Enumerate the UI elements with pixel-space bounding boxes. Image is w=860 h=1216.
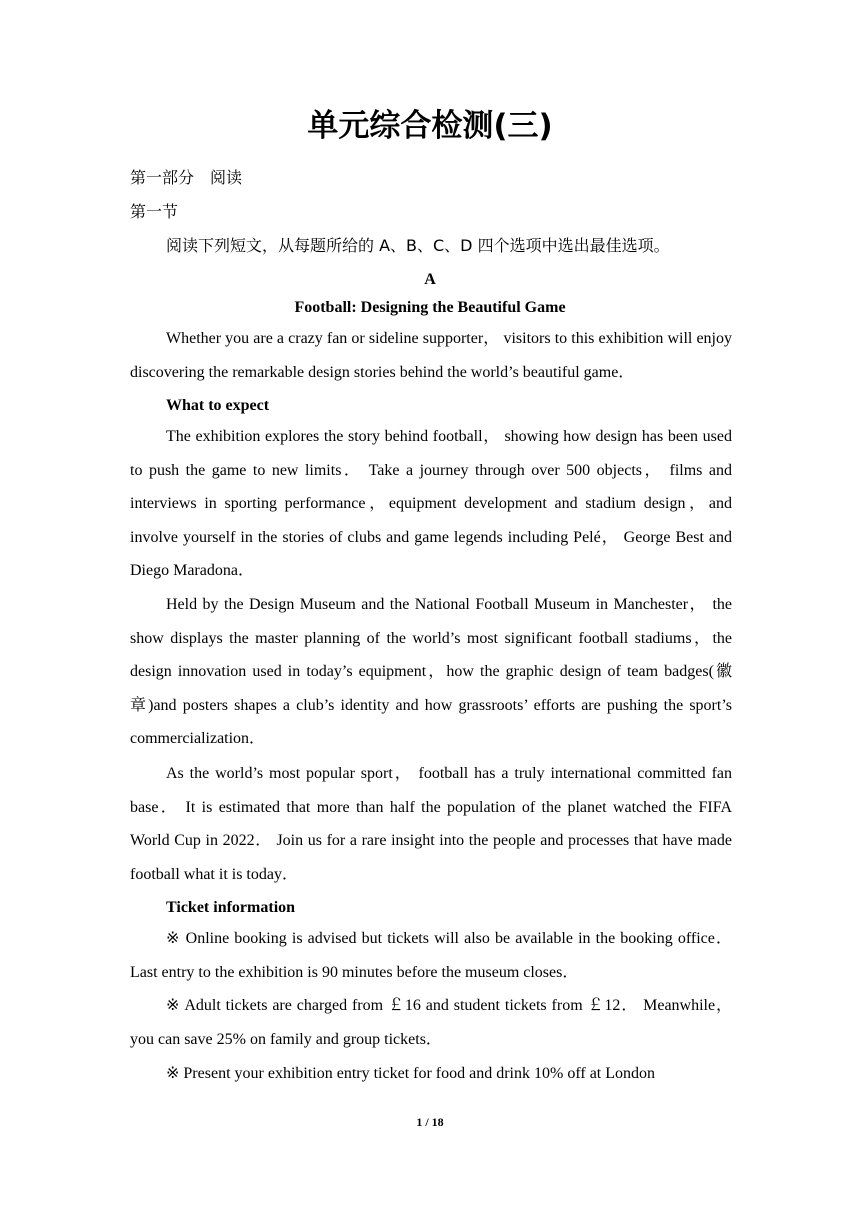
passage-label: A [424, 271, 436, 288]
paragraph-held-by: Held by the Design Museum and the National Football Museum in Manchester， the show displays the master planning of the world’s most significant football stadiums，the design innovation used in today’s equipment，how the graphic design of team badges(徽章)and posters shapes a club’s identity and how grassroots’ efforts are pushing the sport’s commercialization． [130, 596, 732, 748]
ticket-item-booking: ※ Online booking is advised but tickets will also be available in the booking office． Last entry to the exhibition is 90 minutes before the museum closes． [130, 930, 732, 981]
part-heading: 第一部分 阅读 [130, 168, 243, 187]
subheading-ticket-information: Ticket information [166, 899, 296, 916]
page-title: 单元综合检测(三) [307, 108, 553, 144]
subheading-what-to-expect: What to expect [166, 397, 270, 414]
intro-paragraph: Whether you are a crazy fan or sideline supporter， visitors to this exhibition will enjoy discovering the remarkable design stories behind the world’s beautiful game． [130, 330, 732, 381]
passage-heading: Football: Designing the Beautiful Game [294, 299, 566, 316]
paragraph-popular-sport: As the world’s most popular sport， football has a truly international committed fan base． It is estimated that more than half the population of the planet watched the FIFA World Cup in 2022． Join us for a rare insight into the people and processes that have made football what it is today． [130, 765, 732, 883]
section-heading: 第一节 [130, 202, 179, 221]
paragraph-exhibition: The exhibition explores the story behind football， showing how design has been used to push the game to new limits． Take a journey through over 500 objects， films and interviews in sporting performance，equipment development and stadium design，and involve yourself in the stories of clubs and game legends including Pelé， George Best and Diego Maradona． [130, 428, 732, 580]
instruction-text: 阅读下列短文，从每题所给的 A、B、C、D 四个选项中选出最佳选项。 [166, 236, 670, 255]
ticket-item-prices: ※ Adult tickets are charged from ￡16 and student tickets from ￡12． Meanwhile， you can save 25% on family and group tickets． [130, 997, 732, 1048]
page-number: 1 / 18 [416, 1115, 444, 1129]
ticket-item-discount: ※ Present your exhibition entry ticket for food and drink 10% off at London [166, 1065, 656, 1082]
